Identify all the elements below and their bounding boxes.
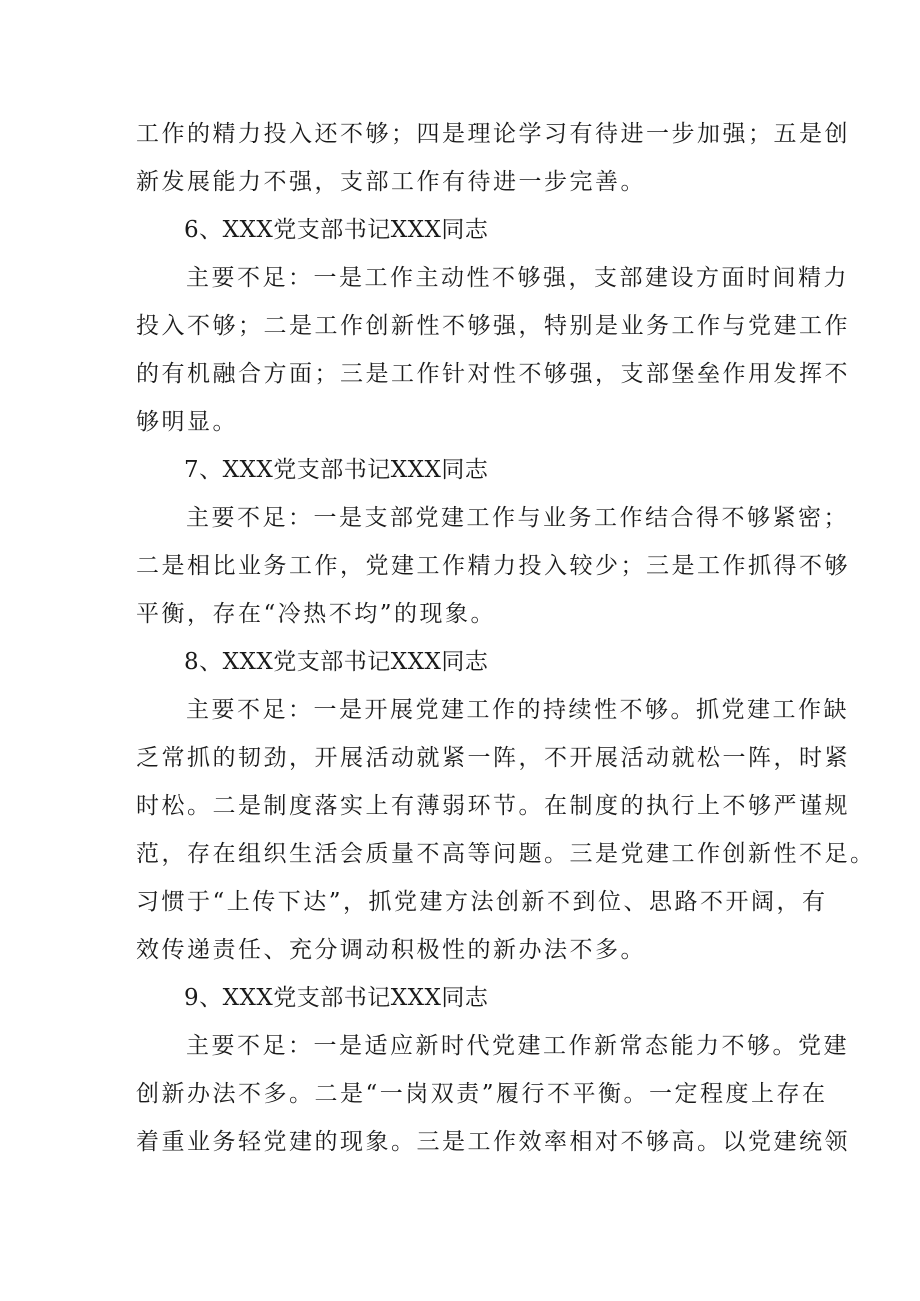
text-line: 平衡，存在“冷热不均”的现象。 <box>136 601 497 627</box>
intro-paragraph <box>136 110 850 206</box>
text-line: 范，存在组织生活会质量不高等问题。三是党建工作创新性不足。 <box>136 841 876 867</box>
section-6 <box>136 206 850 446</box>
text-line: 二是相比业务工作，党建工作精力投入较少；三是工作抓得不够 <box>136 553 850 579</box>
section-heading: 6、XXX党支部书记XXX同志 <box>184 217 489 243</box>
section-9 <box>136 974 850 1166</box>
text-line: 的有机融合方面；三是工作针对性不够强，支部堡垒作用发挥不 <box>136 361 850 387</box>
text-line: 乏常抓的韧劲，开展活动就紧一阵，不开展活动就松一阵，时紧 <box>136 745 850 771</box>
text-line: 效传递责任、充分调动积极性的新办法不多。 <box>136 937 646 963</box>
text-line: 工作的精力投入还不够；四是理论学习有待进一步加强；五是创 <box>136 121 850 147</box>
text-line: 主要不足：一是适应新时代党建工作新常态能力不够。党建 <box>186 1033 849 1059</box>
text-line: 新发展能力不强，支部工作有待进一步完善。 <box>136 169 646 195</box>
section-8 <box>136 638 876 974</box>
text-line: 主要不足：一是开展党建工作的持续性不够。抓党建工作缺 <box>186 697 849 723</box>
text-line: 主要不足：一是工作主动性不够强，支部建设方面时间精力 <box>186 265 849 291</box>
section-heading: 8、XXX党支部书记XXX同志 <box>184 649 489 675</box>
text-line: 够明显。 <box>136 409 238 435</box>
text-line: 着重业务轻党建的现象。三是工作效率相对不够高。以党建统领 <box>136 1129 850 1155</box>
section-heading: 7、XXX党支部书记XXX同志 <box>184 457 489 483</box>
text-line: 主要不足：一是支部党建工作与业务工作结合得不够紧密； <box>186 505 849 531</box>
section-7 <box>136 446 850 638</box>
text-line: 时松。二是制度落实上有薄弱环节。在制度的执行上不够严谨规 <box>136 793 850 819</box>
section-heading: 9、XXX党支部书记XXX同志 <box>184 985 489 1011</box>
text-line: 投入不够；二是工作创新性不够强，特别是业务工作与党建工作 <box>136 313 850 339</box>
text-line: 习惯于“上传下达”，抓党建方法创新不到位、思路不开阔，有 <box>136 889 828 915</box>
text-line: 创新办法不多。二是“一岗双责”履行不平衡。一定程度上存在 <box>136 1081 828 1107</box>
